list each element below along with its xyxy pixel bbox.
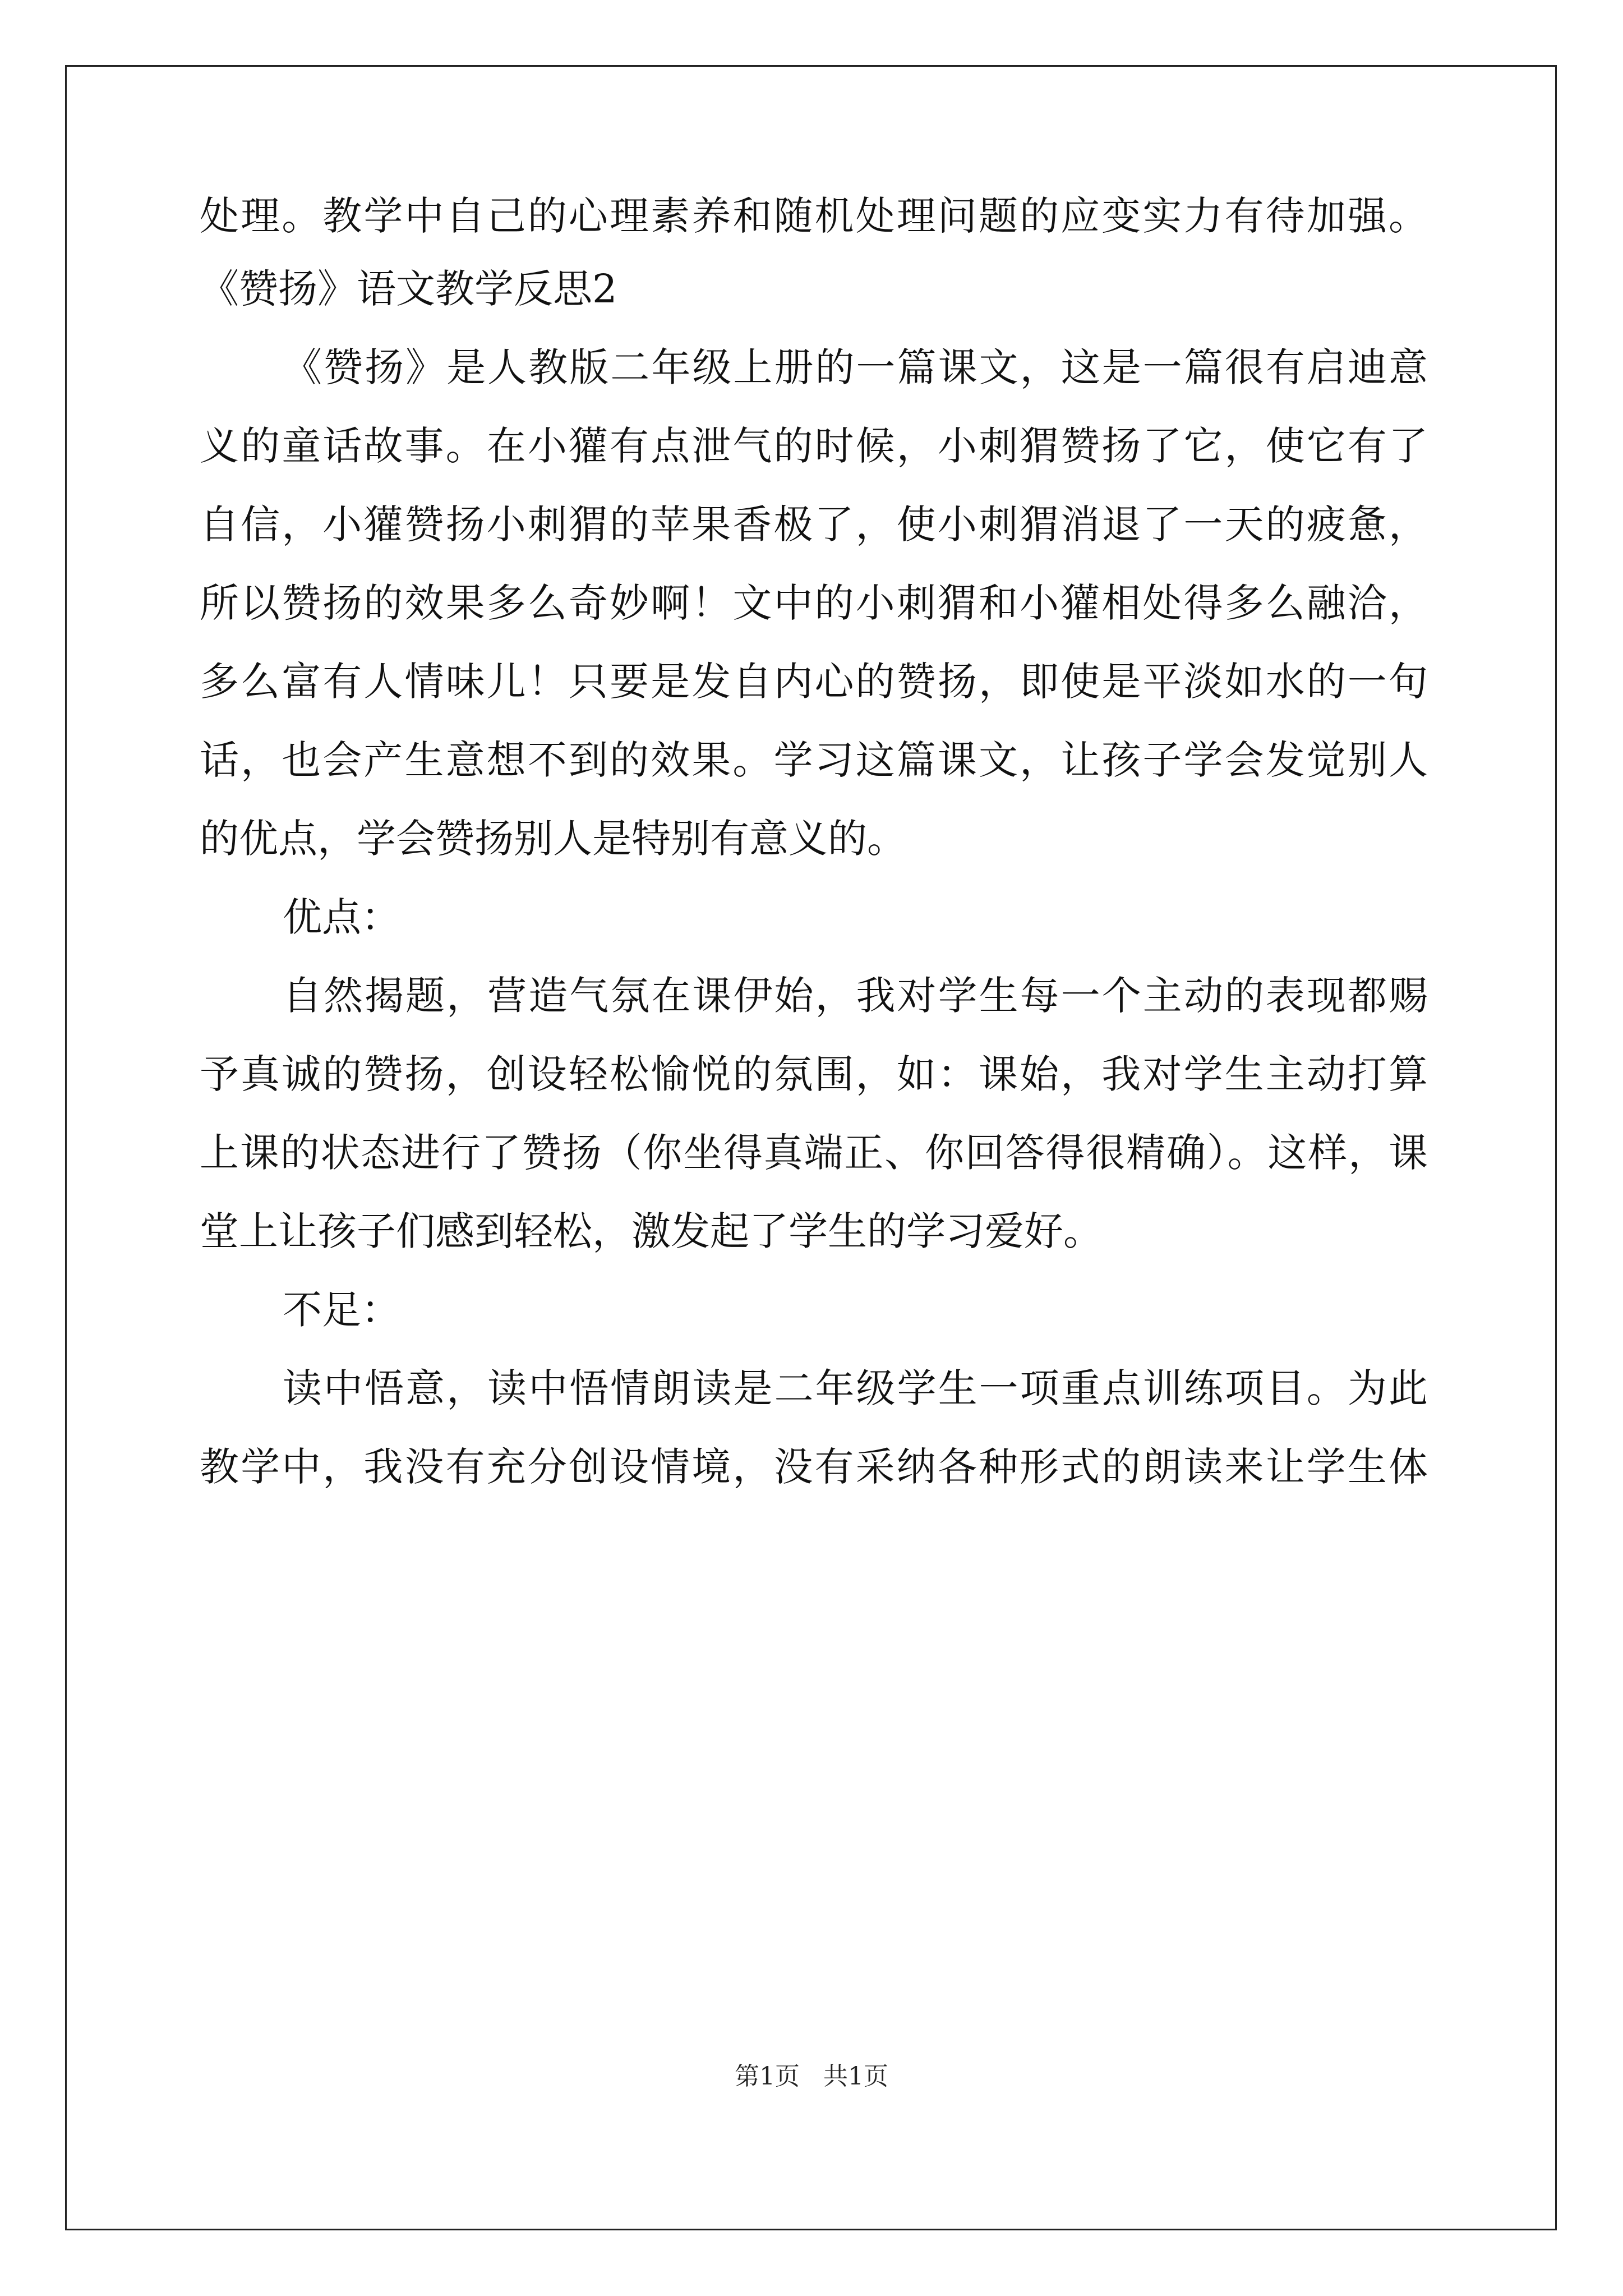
- text-line: 话，也会产生意想不到的效果。学习这篇课文，让孩子学会发觉别人: [200, 737, 1428, 783]
- section-heading: 《赞扬》语文教学反思2: [200, 266, 617, 312]
- subheading-advantages: 优点：: [283, 894, 400, 940]
- text-line: 处理。教学中自己的心理素养和随机处理问题的应变实力有待加强。: [200, 193, 1428, 239]
- text-line: 上课的状态进行了赞扬（你坐得真端正、你回答得很精确）。这样，课: [200, 1130, 1428, 1176]
- text-line: 教学中，我没有充分创设情境，没有采纳各种形式的朗读来让学生体: [200, 1444, 1428, 1490]
- text-line: 读中悟意，读中悟情朗读是二年级学生一项重点训练项目。为此: [283, 1365, 1428, 1411]
- text-line: 义的童话故事。在小獾有点泄气的时候，小刺猬赞扬了它，使它有了: [200, 423, 1428, 469]
- text-line: 《赞扬》是人教版二年级上册的一篇课文，这是一篇很有启迪意: [283, 344, 1428, 390]
- text-line: 多么富有人情味儿！只要是发自内心的赞扬，即使是平淡如水的一句: [200, 659, 1428, 705]
- subheading-shortcomings: 不足：: [283, 1287, 400, 1333]
- text-line: 自然揭题，营造气氛在课伊始，我对学生每一个主动的表现都赐: [283, 973, 1428, 1019]
- text-line: 的优点，学会赞扬别人是特别有意义的。: [200, 816, 906, 862]
- text-line: 所以赞扬的效果多么奇妙啊！文中的小刺猬和小獾相处得多么融洽，: [200, 580, 1428, 626]
- text-line: 自信，小獾赞扬小刺猬的苹果香极了，使小刺猬消退了一天的疲惫，: [200, 501, 1428, 547]
- page-footer: 第1页 共1页: [735, 2062, 888, 2091]
- text-line: 堂上让孩子们感到轻松，激发起了学生的学习爱好。: [200, 1208, 1103, 1254]
- text-line: 予真诚的赞扬，创设轻松愉悦的氛围，如：课始，我对学生主动打算: [200, 1051, 1428, 1097]
